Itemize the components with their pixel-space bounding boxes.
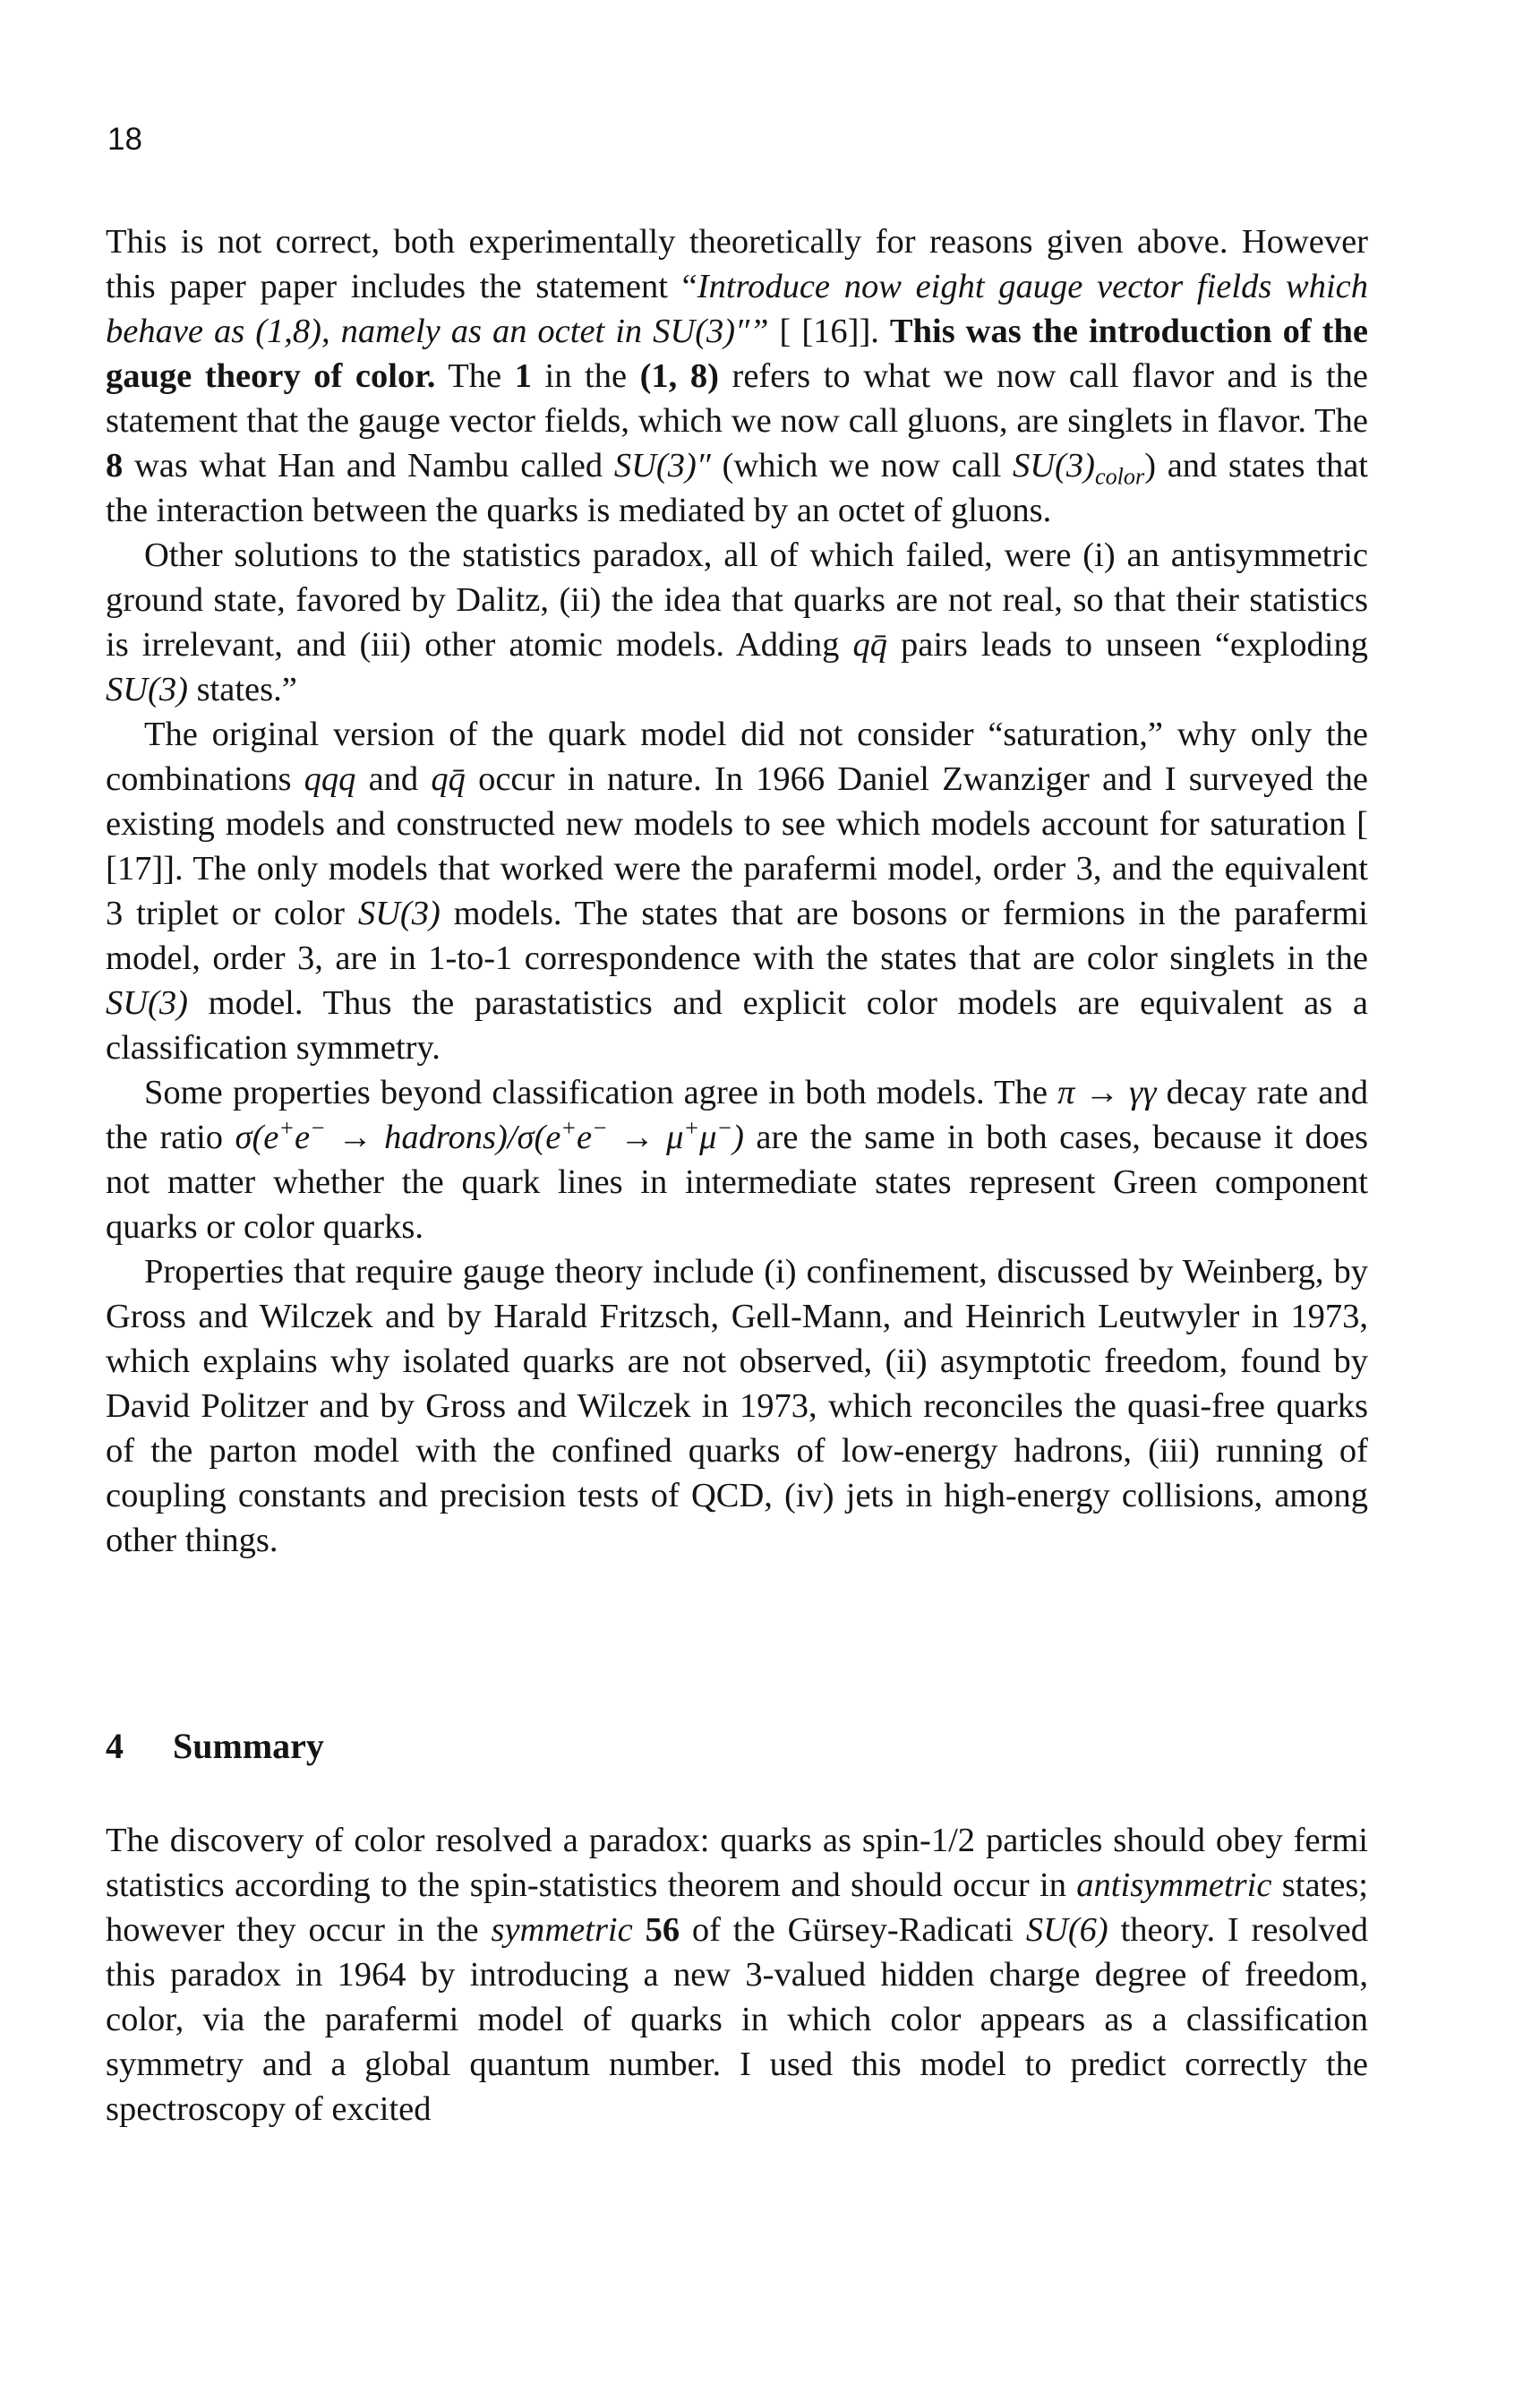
text-run: theory. I resolved this paradox in 1964 by introducing a new 3-valued hidden charge degree of freedom, color, via the parafermi model of quarks in which color appears as a classification symmetry and a global quantum number. I used this model to predict correctly the spectroscopy of excited xyxy=(106,1911,1368,2128)
body-text xyxy=(106,219,1368,1563)
text-run: in the xyxy=(531,357,640,395)
text-run: pairs leads to unseen “exploding xyxy=(886,626,1368,664)
bold-statement: This was the introduction of the gauge theory of color. xyxy=(106,313,1368,395)
text-run: refers to what we now call flavor and is the statement that the gauge vector fields, which we now call gluons, are singlets in flavor. The xyxy=(106,357,1368,440)
math-symbol: SU(3) xyxy=(106,671,188,708)
text-run: The discovery of color resolved a paradox: quarks as spin-1/2 particles should obey fermi statistics according to the spin-statistics theorem and should occur in xyxy=(106,1822,1368,1904)
paragraph-gauge-theory xyxy=(106,219,1368,533)
text-run: Some properties beyond classification agree in both models. The xyxy=(144,1074,1058,1111)
math-symbol: qqq xyxy=(304,760,356,798)
summary-text xyxy=(106,1818,1368,2131)
math-part: → hadrons)/σ(e xyxy=(325,1119,561,1156)
section-number: 4 xyxy=(106,1726,124,1766)
text-run: occur in nature. In 1966 Daniel Zwanziger and I surveyed the existing models and constructed new models to see which models account for saturation [ [17]]. The only models that worked were the parafermi model, order 3, and the equivalent 3 triplet or color xyxy=(106,760,1368,932)
paragraph-summary xyxy=(106,1818,1368,2131)
math-superscript: + xyxy=(560,1115,578,1142)
text-run: states.” xyxy=(187,671,297,708)
paragraph-saturation xyxy=(106,712,1368,1070)
math-expression: π → γγ xyxy=(1057,1074,1157,1111)
text-run: Other solutions to the statistics paradox, all of which failed, were (i) an antisymmetric ground state, favored by Dalitz, (ii) the idea that quarks are not real, so that their statistics is irrelevant, and (iii) other atomic models. Adding xyxy=(106,536,1368,664)
math-part: → μ xyxy=(607,1119,684,1156)
text-run: model. Thus the parastatistics and explicit color models are equivalent as a classification symmetry. xyxy=(106,984,1368,1067)
math-symbol: qq̄ xyxy=(852,626,887,664)
emphasis-text: antisymmetric xyxy=(1076,1866,1272,1904)
math-part: ) xyxy=(732,1119,744,1156)
text-run: states; however they occur in the xyxy=(106,1866,1368,1949)
emphasis-text: symmetric xyxy=(491,1911,633,1949)
text-run: ) and states that the interaction between the quarks is mediated by an octet of gluons. xyxy=(106,447,1368,529)
math-symbol: SU(6) xyxy=(1025,1911,1108,1949)
citation-text: [ [16]]. xyxy=(768,313,890,350)
math-symbol: SU(3) xyxy=(357,895,441,932)
bold-symbol: 56 xyxy=(645,1911,680,1949)
page-number: 18 xyxy=(107,122,142,157)
paragraph-gauge-properties: Properties that require gauge theory include (i) confinement, discussed by Weinberg, by Gross and Wilczek and by Harald Fritzsch, Gell-Mann, and Heinrich Leutwyler in 1973, which explains why isolated quarks are not observed, (ii) asymptotic freedom, found by David Politzer and by Gross and Wilczek in 1973, which reconciles the quasi-free quarks of the parton model with the confined quarks of low-energy hadrons, (iii) running of coupling constants and precision tests of QCD, (iv) jets in high-energy collisions, among other things. xyxy=(106,1253,1368,1559)
math-superscript: − xyxy=(310,1115,326,1142)
math-ratio xyxy=(235,1115,744,1156)
math-superscript: − xyxy=(716,1115,733,1142)
section-title: Summary xyxy=(173,1726,324,1766)
math-symbol: SU(3) xyxy=(106,984,188,1022)
text-run: decay rate and the ratio xyxy=(106,1074,1369,1156)
math-subscript: color xyxy=(1094,463,1145,490)
paragraph-other-solutions xyxy=(106,533,1368,712)
bold-symbol: 1 xyxy=(514,357,532,395)
section-heading xyxy=(106,1724,1368,1769)
math-symbol: SU(3)″ xyxy=(613,447,711,485)
text-run: (which we now call xyxy=(710,447,1013,485)
math-part: σ(e xyxy=(235,1119,279,1156)
math-symbol: SU(3) xyxy=(1013,447,1095,485)
math-superscript: + xyxy=(683,1115,700,1142)
paragraph-properties-classification xyxy=(106,1070,1368,1249)
text-run xyxy=(633,1911,646,1949)
text-run: was what Han and Nambu called xyxy=(123,447,614,485)
math-part: μ xyxy=(699,1119,717,1156)
text-run: are the same in both cases, because it does not matter whether the quark lines in intermediate states represent Green component quarks or color quarks. xyxy=(106,1119,1369,1246)
text-run: of the Gürsey-Radicati xyxy=(680,1911,1026,1949)
bold-symbol: 8 xyxy=(106,447,124,485)
text-run: This is not correct, both experimentally theoretically for reasons given above. However this paper paper includes the statement “ xyxy=(106,223,1368,305)
text-run: The original version of the quark model did not consider “saturation,” why only the combinations xyxy=(106,716,1368,798)
math-part: e xyxy=(577,1119,593,1156)
math-part: e xyxy=(295,1119,311,1156)
math-superscript: + xyxy=(278,1115,295,1142)
math-superscript: − xyxy=(592,1115,608,1142)
text-run: The xyxy=(435,357,515,395)
text-run: models. The states that are bosons or fermions in the parafermi model, order 3, are in 1-to-1 correspondence with the states that are color singlets in the xyxy=(106,895,1369,977)
math-symbol: qq̄ xyxy=(431,760,466,798)
bold-symbol: (1, 8) xyxy=(639,357,719,395)
text-run: and xyxy=(355,760,432,798)
quote-han-nambu: Introduce now eight gauge vector fields which behave as (1,8), namely as an octet in SU(3)″” xyxy=(106,268,1368,350)
